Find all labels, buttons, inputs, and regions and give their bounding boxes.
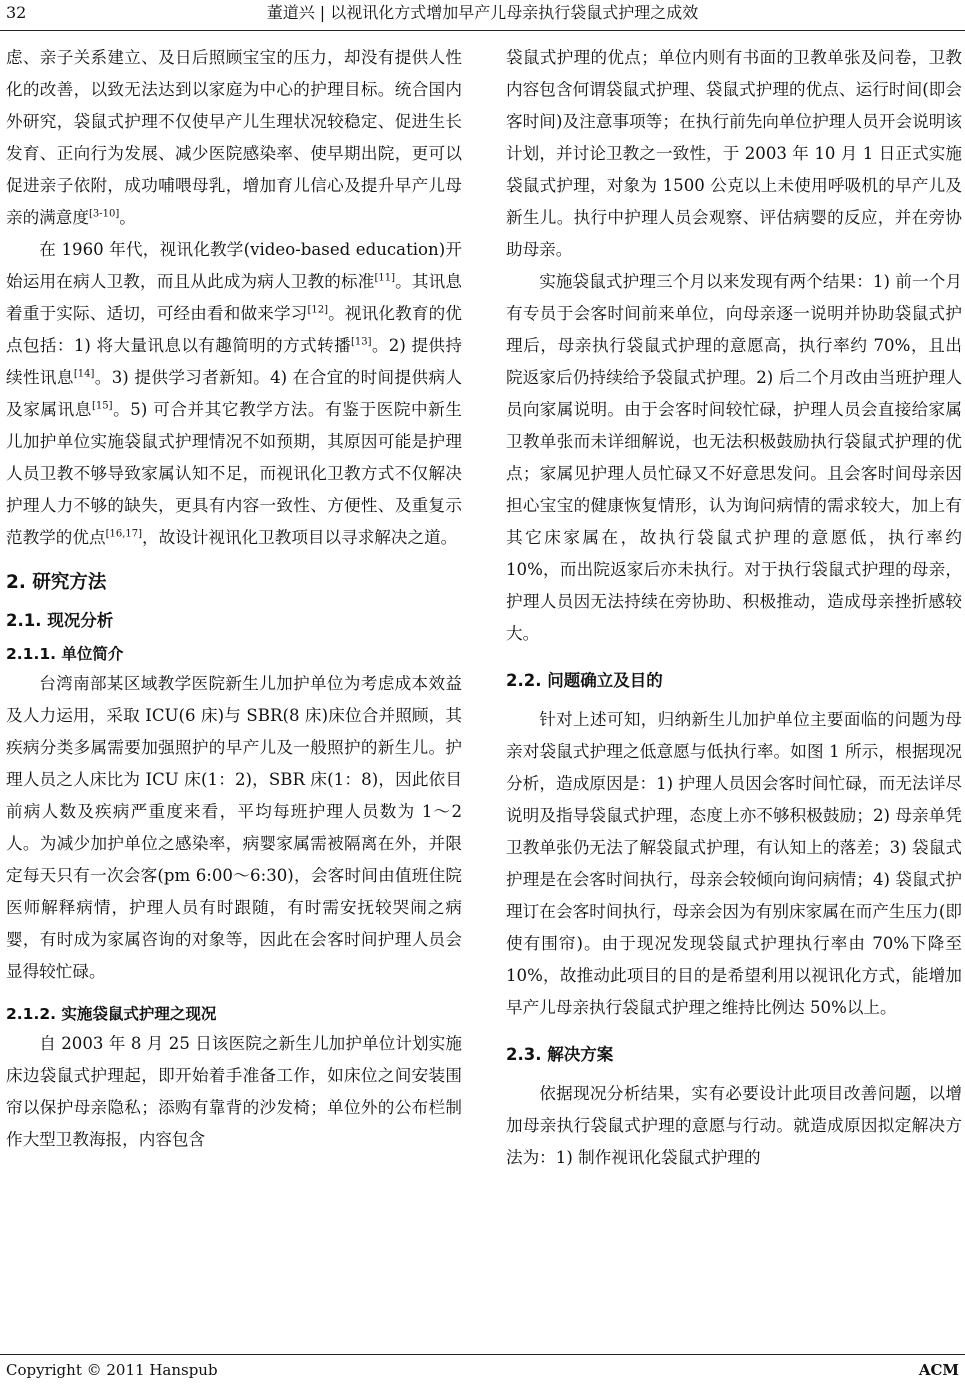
paragraph: 台湾南部某区域教学医院新生儿加护单位为考虑成本效益及人力运用，采取 ICU(6 床)与 SBR(8 床)床位合并照顾，其疾病分类多属需要加强照护的早产儿及一般照护的新生儿。护理人员之人床比为 ICU 床(1：2)，SBR 床(1：8)，因此依目前病人数及疾病严重度来看，平均每班护理人员数为 1～2 人。为减少加护单位之感染率，病婴家属需被隔离在外，并限定每天只有一次会客(pm 6:00～6:30)，会客时间由值班住院医师解释病情，护理人员有时跟随，有时需安抚较哭闹之病婴，有时成为家属咨询的对象等，因此在会客时间护理人员会显得较忙碌。	[6, 674, 462, 981]
page-number: 32	[6, 3, 27, 22]
citation: [15]	[91, 400, 113, 412]
paragraph: 依据现况分析结果，实有必要设计此项目改善问题，以增加母亲执行袋鼠式护理的意愿与行动。就造成原因拟定解决方法为：1) 制作视讯化袋鼠式护理的	[506, 1084, 962, 1167]
running-title: 董道兴 | 以视讯化方式增加早产儿母亲执行袋鼠式护理之成效	[266, 3, 699, 22]
paragraph: 自 2003 年 8 月 25 日该医院之新生儿加护单位计划实施床边袋鼠式护理起，即开始着手准备工作，如床位之间安装围帘以保护母亲隐私；添购有靠背的沙发椅；单位外的公布栏制作大型卫教海报，内容包含	[6, 1034, 462, 1149]
paragraph: 针对上述可知，归纳新生儿加护单位主要面临的问题为母亲对袋鼠式护理之低意愿与低执行率。如图 1 所示，根据现况分析，造成原因是：1) 护理人员因会客时间忙碌，而无法详尽说明及指导袋鼠式护理，态度上亦不够积极鼓励；2) 母亲单凭卫教单张仍无法了解袋鼠式护理，有认知上的落差；3) 袋鼠式护理是在会客时间执行，母亲会较倾向询问病情；4) 袋鼠式护理订在会客时间执行，母亲会因为有别床家属在而产生压力(即使有围帘)。由于现况发现袋鼠式护理执行率由 70%下降至 10%，故推动此项目的目的是希望利用以视讯化方式，能增加早产儿母亲执行袋鼠式护理之维持比例达 50%以上。	[506, 710, 962, 1017]
subsection-heading-2-2: 2.2. 问题确立及目的	[506, 671, 663, 690]
citation: [3-10]	[88, 208, 120, 220]
copyright-notice: Copyright © 2011 Hanspub	[6, 1361, 218, 1379]
citation: [14]	[73, 368, 95, 380]
paragraph: 袋鼠式护理的优点；单位内则有书面的卫教单张及问卷，卫教内容包含何谓袋鼠式护理、袋鼠式护理的优点、运行时间(即会客时间)及注意事项等；在执行前先向单位护理人员开会说明该计划，并讨论卫教之一致性，于 2003 年 10 月 1 日正式实施袋鼠式护理，对象为 1500 公克以上未使用呼吸机的早产儿及新生儿。执行中护理人员会观察、评估病婴的反应，并在旁协助母亲。	[506, 48, 962, 259]
paragraph: 在 1960 年代，视讯化教学(video-based education)开始运用在病人卫教，而且从此成为病人卫教的标准[11]。其讯息着重于实际、适切，可经由看和做来学习[12]。视讯化教育的优点包括：1) 将大量讯息以有趣简明的方式转播[13]。2) 提供持续性讯息[14]。3) 提供学习者新知。4) 在合宜的时间提供病人及家属讯息[15]。5) 可合并其它教学方法。有鉴于医院中新生儿加护单位实施袋鼠式护理情况不如预期，其原因可能是护理人员卫教不够导致家属认知不足，而视讯化卫教方式不仅解决护理人力不够的缺失，更具有内容一致性、方便性、及重复示范教学的优点[16,17]，故设计视讯化卫教项目以寻求解决之道。	[6, 240, 463, 547]
subsubsection-heading-2-1-1: 2.1.1. 单位简介	[6, 645, 124, 663]
section-heading-methods: 2. 研究方法	[6, 572, 107, 593]
page-footer	[0, 1354, 965, 1387]
running-header	[0, 0, 965, 31]
paragraph: 实施袋鼠式护理三个月以来发现有两个结果：1) 前一个月有专员于会客时间前来单位，向母亲逐一说明并协助袋鼠式护理后，母亲执行袋鼠式护理的意愿高，执行率约 70%，且出院返家后仍持续给予袋鼠式护理。2) 后二个月改由当班护理人员向家属说明。由于会客时间较忙碌，护理人员会直接给家属卫教单张而未详细解说，也无法积极鼓励执行袋鼠式护理的优点；家属见护理人员忙碌又不好意思发问。且会客时间母亲因担心宝宝的健康恢复情形，认为询问病情的需求较大，加上有其它床家属在，故执行袋鼠式护理的意愿低，执行率约 10%，而出院返家后亦未执行。对于执行袋鼠式护理的母亲，护理人员因无法持续在旁协助、积极推动，造成母亲挫折感较大。	[506, 272, 962, 643]
left-column	[6, 42, 462, 1156]
right-column	[506, 42, 962, 1174]
citation: [13]	[350, 336, 372, 348]
subsection-heading-2-3: 2.3. 解决方案	[506, 1045, 614, 1064]
citation: [16,17]	[105, 528, 142, 540]
journal-abbreviation: ACM	[918, 1361, 959, 1379]
citation: [11]	[374, 272, 396, 284]
subsection-heading-2-1: 2.1. 现况分析	[6, 611, 114, 630]
subsubsection-heading-2-1-2: 2.1.2. 实施袋鼠式护理之现况	[6, 1005, 217, 1023]
citation: [12]	[307, 304, 329, 316]
paragraph: 虑、亲子关系建立、及日后照顾宝宝的压力，却没有提供人性化的改善，以致无法达到以家庭为中心的护理目标。统合国内外研究，袋鼠式护理不仅使早产儿生理状况较稳定、促进生长发育、正向行为发展、减少医院感染率、使早期出院，更可以促进亲子依附，成功哺喂母乳，增加育儿信心及提升早产儿母亲的满意度[3-10]。	[6, 48, 462, 227]
